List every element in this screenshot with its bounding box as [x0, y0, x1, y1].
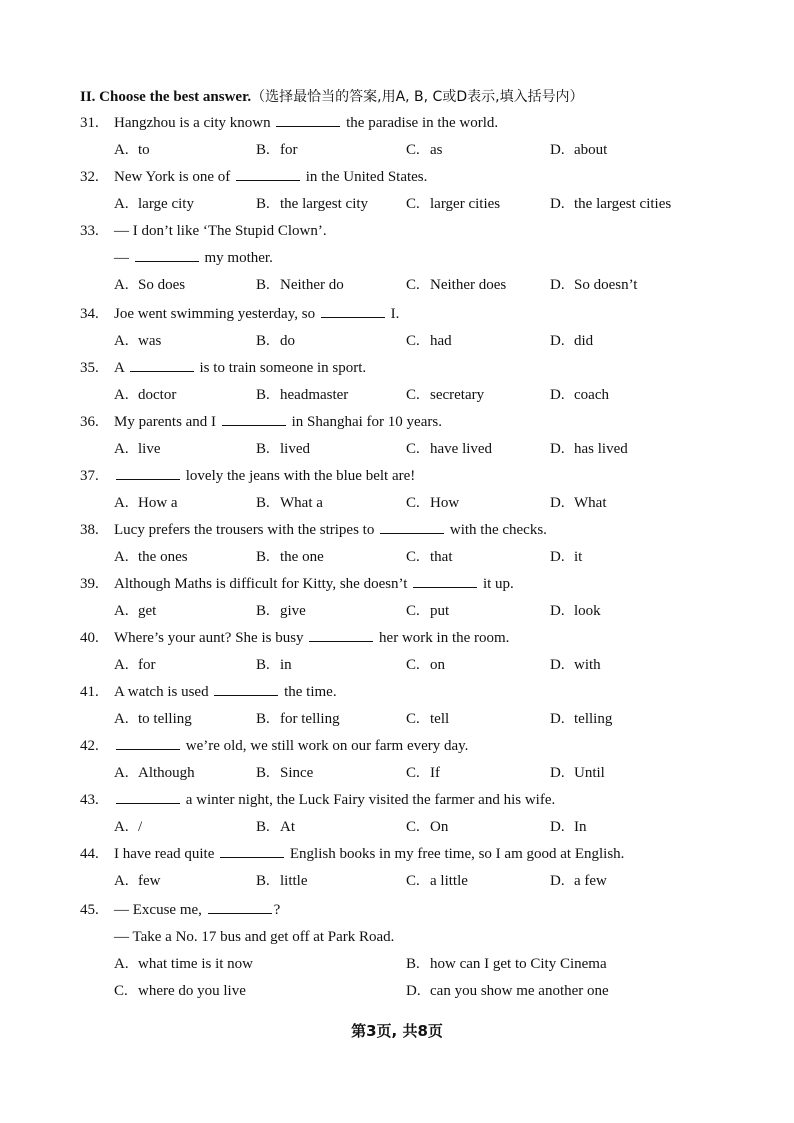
option-a: A. live — [114, 441, 161, 457]
question-number: 44. — [80, 846, 99, 862]
question-number: 37. — [80, 468, 99, 484]
option-c: C. On — [406, 819, 449, 835]
question-text-post: English books in my free time, so I am good at English. — [289, 846, 625, 862]
option-b: B. Neither do — [256, 277, 344, 293]
options-row — [80, 760, 700, 787]
question-42 — [80, 733, 700, 787]
question-text-pre: — Excuse me, — [114, 902, 202, 918]
option-b: B. little — [256, 873, 308, 889]
option-b: B. Since — [256, 765, 314, 781]
option-d: D. look — [550, 603, 601, 619]
question-35 — [80, 355, 700, 409]
question-text-pre: I have read quite — [114, 846, 215, 862]
question-38 — [80, 517, 700, 571]
question-text-post: with the checks. — [449, 522, 547, 538]
section-title-en: II. Choose the best answer. — [80, 89, 252, 105]
section-title — [80, 86, 584, 106]
question-number: 33. — [80, 223, 99, 239]
question-text-post: her work in the room. — [379, 630, 510, 646]
option-a: A. How a — [114, 495, 178, 511]
question-text-post: ? — [273, 902, 281, 918]
option-c: C. put — [406, 603, 450, 619]
question-number: 39. — [80, 576, 99, 592]
option-d: D. did — [550, 333, 594, 349]
option-c: C. tell — [406, 711, 450, 727]
answer-blank — [413, 573, 477, 588]
question-number: 35. — [80, 360, 99, 376]
question-34 — [80, 301, 700, 355]
answer-blank — [309, 627, 373, 642]
option-a: A. get — [114, 603, 157, 619]
options-row — [80, 814, 700, 841]
option-b: B. At — [256, 819, 295, 835]
option-a: A. what time is it now — [114, 956, 253, 972]
option-b: B. in — [256, 657, 292, 673]
option-c: C. that — [406, 549, 453, 565]
question-text-post: it up. — [482, 576, 514, 592]
question-45 — [80, 897, 700, 1005]
dialog-dash: — — [114, 250, 129, 266]
answer-blank — [135, 247, 199, 262]
answer-blank — [130, 357, 194, 372]
section-title-cn: （选择最恰当的答案,用A, B, C或D表示,填入括号内） — [251, 89, 584, 105]
option-c: C. where do you live — [114, 983, 246, 999]
question-text-pre: Joe went swimming yesterday, so — [114, 306, 316, 322]
answer-blank — [236, 166, 300, 181]
option-a: A. / — [114, 819, 143, 835]
option-d: D. with — [550, 657, 601, 673]
option-d: D. So doesn’t — [550, 277, 638, 293]
options-row — [80, 598, 700, 625]
question-text-post: lovely the jeans with the blue belt are! — [185, 468, 416, 484]
question-33 — [80, 218, 700, 299]
question-number: 42. — [80, 738, 99, 754]
question-number: 36. — [80, 414, 99, 430]
option-d: D. What — [550, 495, 607, 511]
question-number: 32. — [80, 169, 99, 185]
question-text-pre: Hangzhou is a city known — [114, 115, 271, 131]
option-b: B. give — [256, 603, 306, 619]
question-number: 38. — [80, 522, 99, 538]
question-37 — [80, 463, 700, 517]
question-41 — [80, 679, 700, 733]
question-number: 34. — [80, 306, 99, 322]
answer-blank — [208, 899, 272, 914]
option-b: B. do — [256, 333, 295, 349]
option-d: D. the largest cities — [550, 196, 672, 212]
question-44 — [80, 841, 700, 895]
question-40 — [80, 625, 700, 679]
question-text-pre: Although Maths is difficult for Kitty, she doesn’t — [114, 576, 408, 592]
option-d: D. has lived — [550, 441, 628, 457]
options-row — [80, 490, 700, 517]
option-b: B. What a — [256, 495, 323, 511]
answer-blank — [380, 519, 444, 534]
question-39 — [80, 571, 700, 625]
options-row — [80, 137, 700, 164]
answer-blank — [276, 112, 340, 127]
question-number: 40. — [80, 630, 99, 646]
options-row — [80, 328, 700, 355]
question-text-post: the time. — [284, 684, 337, 700]
question-text-pre: Lucy prefers the trousers with the stripes to — [114, 522, 375, 538]
question-text-post: I. — [390, 306, 400, 322]
question-text-pre: New York is one of — [114, 169, 231, 185]
answer-blank — [116, 735, 180, 750]
option-b: B. headmaster — [256, 387, 349, 403]
option-d: D. can you show me another one — [406, 983, 609, 999]
option-c: C. a little — [406, 873, 468, 889]
options-row — [80, 382, 700, 409]
option-c: C. on — [406, 657, 445, 673]
question-text-post: in Shanghai for 10 years. — [291, 414, 442, 430]
question-text-pre: Where’s your aunt? She is busy — [114, 630, 304, 646]
question-number: 41. — [80, 684, 99, 700]
option-b: B. the one — [256, 549, 324, 565]
page-footer: 第3页, 共8页 — [351, 1022, 443, 1040]
question-31 — [80, 110, 700, 164]
option-b: B. lived — [256, 441, 310, 457]
option-c: C. as — [406, 142, 443, 158]
option-d: D. telling — [550, 711, 613, 727]
options-row — [80, 191, 700, 218]
question-text-post: in the United States. — [305, 169, 428, 185]
options-row — [80, 951, 700, 978]
option-c: C. secretary — [406, 387, 485, 403]
option-a: A. for — [114, 657, 156, 673]
option-c: C. have lived — [406, 441, 493, 457]
option-a: A. to telling — [114, 711, 192, 727]
option-b: B. the largest city — [256, 196, 369, 212]
question-text-post: we’re old, we still work on our farm every day. — [185, 738, 469, 754]
option-c: C. If — [406, 765, 440, 781]
question-number: 31. — [80, 115, 99, 131]
option-d: D. about — [550, 142, 608, 158]
option-a: A. to — [114, 142, 150, 158]
option-b: B. for telling — [256, 711, 340, 727]
answer-blank — [214, 681, 278, 696]
answer-blank — [222, 411, 286, 426]
option-a: A. was — [114, 333, 162, 349]
options-row — [80, 978, 700, 1005]
options-row — [80, 868, 700, 895]
question-text-pre: My parents and I — [114, 414, 217, 430]
dialog-text: my mother. — [204, 250, 273, 266]
option-c: C. had — [406, 333, 452, 349]
question-text-pre: A watch is used — [114, 684, 209, 700]
option-a: A. Although — [114, 765, 195, 781]
question-43 — [80, 787, 700, 841]
option-a: A. So does — [114, 277, 186, 293]
option-c: C. Neither does — [406, 277, 507, 293]
option-c: C. larger cities — [406, 196, 501, 212]
question-text-post: a winter night, the Luck Fairy visited the farmer and his wife. — [185, 792, 556, 808]
options-row — [80, 436, 700, 463]
option-b: B. for — [256, 142, 298, 158]
question-text-pre: A — [114, 360, 125, 376]
option-d: D. Until — [550, 765, 605, 781]
option-a: A. few — [114, 873, 161, 889]
answer-blank — [116, 465, 180, 480]
question-text-pre: — I don’t like ‘The Stupid Clown’. — [114, 223, 327, 239]
option-d: D. In — [550, 819, 587, 835]
option-a: A. the ones — [114, 549, 188, 565]
question-32 — [80, 164, 700, 218]
answer-blank — [220, 843, 284, 858]
question-36 — [80, 409, 700, 463]
options-row — [80, 544, 700, 571]
answer-blank — [116, 789, 180, 804]
option-c: C. How — [406, 495, 460, 511]
option-d: D. it — [550, 549, 583, 565]
options-row — [80, 652, 700, 679]
option-d: D. coach — [550, 387, 609, 403]
question-number: 45. — [80, 902, 99, 918]
options-row — [80, 272, 700, 299]
option-a: A. large city — [114, 196, 194, 212]
options-row — [80, 706, 700, 733]
question-text-post: is to train someone in sport. — [199, 360, 367, 376]
question-number: 43. — [80, 792, 99, 808]
answer-blank — [321, 303, 385, 318]
option-b: B. how can I get to City Cinema — [406, 956, 607, 972]
option-a: A. doctor — [114, 387, 177, 403]
dialog-reply: — Take a No. 17 bus and get off at Park Road. — [114, 929, 395, 945]
option-d: D. a few — [550, 873, 607, 889]
question-text-post: the paradise in the world. — [346, 115, 499, 131]
